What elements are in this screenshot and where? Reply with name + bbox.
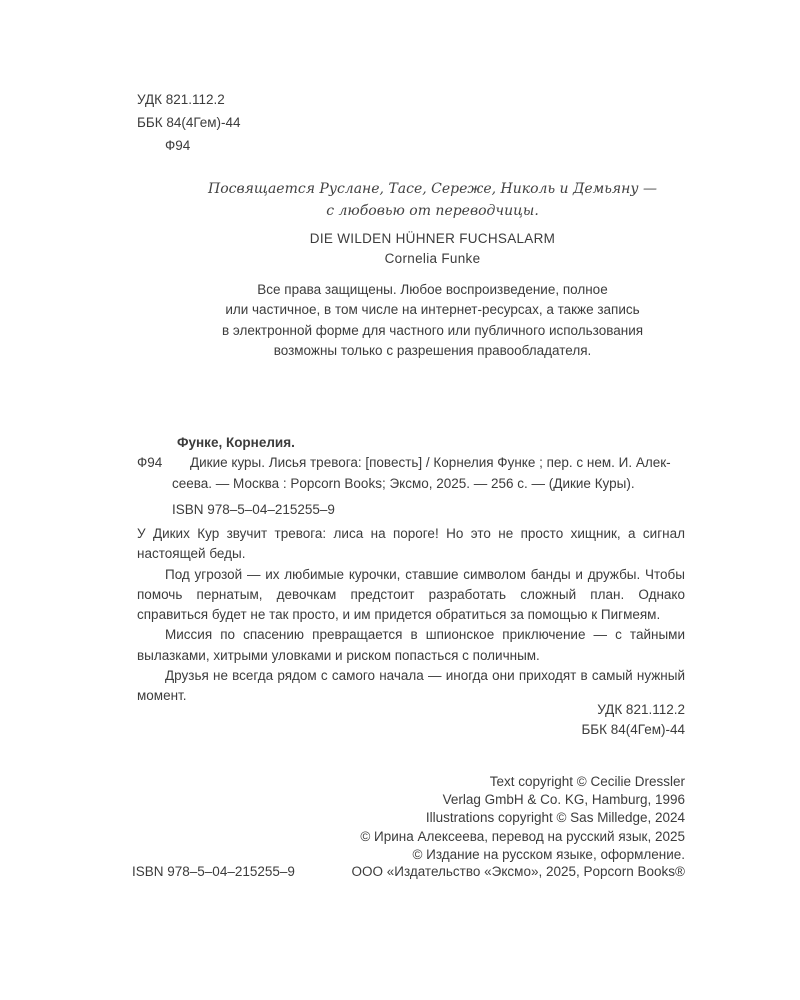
catalog-entry-line: Дикие куры. Лисья тревога: [повесть] / Корнелия Функе ; пер. с нем. И. Алек-: [190, 455, 671, 471]
copyright-line: Verlag GmbH & Co. KG, Hamburg, 1996: [442, 792, 685, 808]
rights-line: или частичное, в том числе на интернет-ресурсах, а также запись: [225, 302, 640, 318]
rights-line: в электронной форме для частного или публичного использования: [221, 322, 644, 338]
original-author: Cornelia Funke: [384, 250, 481, 266]
dedication-line: Посвящается Руслане, Тасе, Сереже, Николь и Демьяну —: [208, 181, 657, 197]
copyright-line: Illustrations copyright © Sas Milledge, 2024: [425, 810, 685, 826]
catalog-entry-line: сеева. — Москва : Popcorn Books; Эксмо, 2025. — 256 с. — (Дикие Куры).: [172, 475, 635, 491]
catalog-entry: [137, 433, 685, 494]
copyright-line: © Ирина Алексеева, перевод на русский язык, 2025: [360, 828, 685, 844]
original-title: DIE WILDEN HÜHNER FUCHSALARM: [309, 231, 556, 246]
bbk-code: ББК 84(4Гем)-44: [137, 115, 241, 130]
annotation-paragraph: Миссия по спасению превращается в шпионское приключение — с тайными вылазками, хитрыми уловками и риском попасться с поличным.: [137, 627, 685, 663]
annotation: [137, 524, 685, 707]
rights-line: Все права защищены. Любое воспроизведение, полное: [257, 282, 608, 297]
annotation-paragraph: У Диких Кур звучит тревога: лиса на пороге! Но это не просто хищник, а сигнал настоящей беды.: [137, 526, 685, 562]
rights-line: возможны только с разрешения правообладателя.: [273, 342, 592, 358]
catalog-author: Функе, Корнелия.: [177, 435, 295, 450]
copyright-line: Text copyright © Cecilie Dressler: [489, 774, 685, 789]
annotation-paragraph: Друзья не всегда рядом с самого начала — иногда они приходят в самый нужный момент.: [137, 668, 685, 704]
catalog-author-sign: Ф94: [137, 455, 163, 471]
original-title-block: [180, 229, 685, 268]
isbn-number: ISBN 978–5–04–215255–9: [172, 502, 335, 517]
isbn-footer: ISBN 978–5–04–215255–9: [132, 864, 295, 879]
annotation-paragraph: Под угрозой — их любимые курочки, ставшие символом банды и дружбы. Чтобы помочь пернатым, девочкам предстоит разработать сложный план. Однако справиться будет не так просто, и им придется обратиться за помощью к Пигмеям.: [137, 566, 685, 623]
catalog-body: [137, 453, 685, 494]
bbk-code: ББК 84(4Гем)-44: [581, 721, 685, 737]
copyright-line: © Издание на русском языке, оформление.: [412, 846, 685, 862]
udk-code: УДК 821.112.2: [137, 92, 225, 107]
udk-code: УДК 821.112.2: [597, 702, 685, 717]
top-codes-block: [137, 88, 241, 157]
dedication: [180, 179, 685, 222]
rights-notice: [180, 280, 685, 361]
author-sign: Ф94: [165, 138, 191, 153]
bottom-codes-block: [581, 700, 685, 739]
footer-row: [132, 863, 685, 881]
dedication-line: с любовью от переводчицы.: [326, 202, 539, 219]
publisher-line: ООО «Издательство «Эксмо», 2025, Popcorn Books®: [351, 864, 685, 879]
copyright-block: [360, 773, 685, 864]
